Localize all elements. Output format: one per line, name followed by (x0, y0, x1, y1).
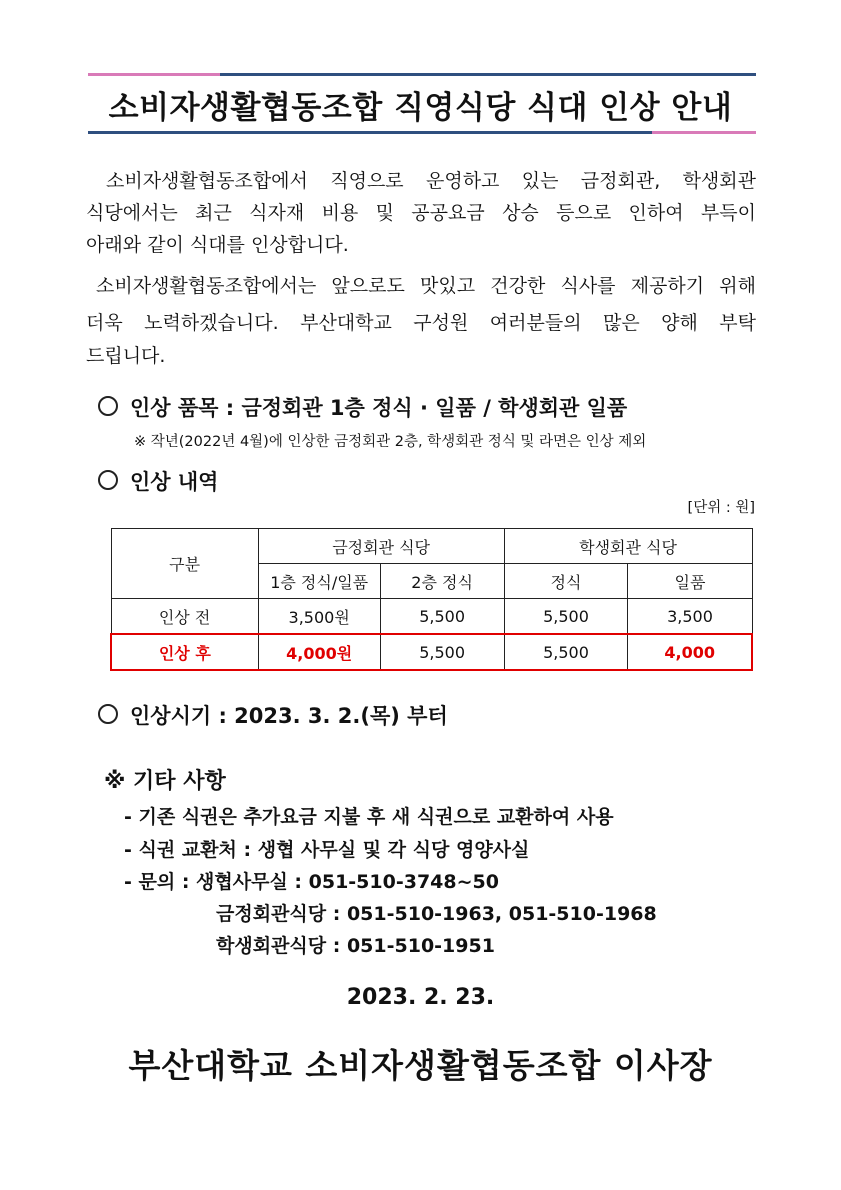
etc-line-4: 금정회관식당 : 051-510-1963, 051-510-1968 (216, 903, 657, 925)
intro-line-2: 식당에서는 최근 식자재 비용 및 공공요금 상승 등으로 인하여 부득이 (86, 202, 756, 224)
intro-line-6: 드립니다. (86, 345, 166, 367)
row-label: 인상 후 (111, 634, 258, 670)
title-bar-top-navy (220, 73, 756, 76)
timing-section (98, 700, 448, 730)
etc-line-5: 학생회관식당 : 051-510-1951 (216, 935, 495, 957)
intro-line-4: 소비자생활협동조합에서는 앞으로도 맛있고 건강한 식사를 제공하기 위해 (96, 275, 756, 297)
header-group-student: 학생회관 식당 (504, 529, 752, 564)
circle-bullet-icon (98, 470, 118, 490)
table-row-after (111, 634, 752, 670)
table-cell: 3,500원 (258, 599, 380, 635)
subheader-4: 일품 (628, 564, 752, 599)
notice-date: 2023. 2. 23. (346, 985, 495, 1010)
title-bar-bottom-navy (88, 131, 652, 134)
etc-line-3: - 문의 : 생협사무실 : 051-510-3748~50 (124, 871, 499, 893)
timing-label: 인상시기 : 2023. 3. 2.(목) 부터 (130, 704, 448, 728)
table-row-before (111, 599, 752, 635)
etc-heading: ※ 기타 사항 (104, 769, 226, 794)
items-section (98, 392, 627, 422)
items-label: 인상 품목 : 금정회관 1층 정식 · 일품 / 학생회관 일품 (130, 396, 628, 420)
etc-line-2: - 식권 교환처 : 생협 사무실 및 각 식당 영양사실 (124, 839, 530, 861)
subheader-3: 정식 (504, 564, 628, 599)
intro-line-3: 아래와 같이 식대를 인상합니다. (86, 234, 349, 256)
title-bar-bottom-pink (652, 131, 756, 134)
table-cell: 3,500 (628, 599, 752, 635)
table-cell: 5,500 (504, 634, 628, 670)
circle-bullet-icon (98, 396, 118, 416)
header-category: 구분 (111, 529, 258, 599)
row-label: 인상 전 (111, 599, 258, 635)
items-note: ※ 작년(2022년 4월)에 인상한 금정회관 2층, 학생회관 정식 및 라면은 인상 제외 (134, 434, 647, 450)
etc-line-1: - 기존 식권은 추가요금 지불 후 새 식권으로 교환하여 사용 (124, 806, 614, 828)
title-bar-top-pink (88, 73, 220, 76)
circle-bullet-icon (98, 704, 118, 724)
price-table (110, 528, 753, 671)
unit-label: [단위 : 원] (687, 500, 755, 516)
header-group-geumjeong: 금정회관 식당 (258, 529, 504, 564)
subheader-2: 2층 정식 (380, 564, 504, 599)
table-cell: 4,000 (628, 634, 752, 670)
signature: 부산대학교 소비자생활협동조합 이사장 (128, 1046, 713, 1085)
page-title: 소비자생활협동조합 직영식당 식대 인상 안내 (108, 90, 733, 126)
intro-line-5: 더욱 노력하겠습니다. 부산대학교 구성원 여러분들의 많은 양해 부탁 (86, 312, 756, 334)
intro-line-1: 소비자생활협동조합에서 직영으로 운영하고 있는 금정회관, 학생회관 (106, 170, 756, 192)
details-label: 인상 내역 (130, 470, 219, 494)
table-cell: 4,000원 (258, 634, 380, 670)
table-cell: 5,500 (380, 634, 504, 670)
details-section (98, 466, 218, 496)
subheader-1: 1층 정식/일품 (258, 564, 380, 599)
table-cell: 5,500 (380, 599, 504, 635)
table-cell: 5,500 (504, 599, 628, 635)
